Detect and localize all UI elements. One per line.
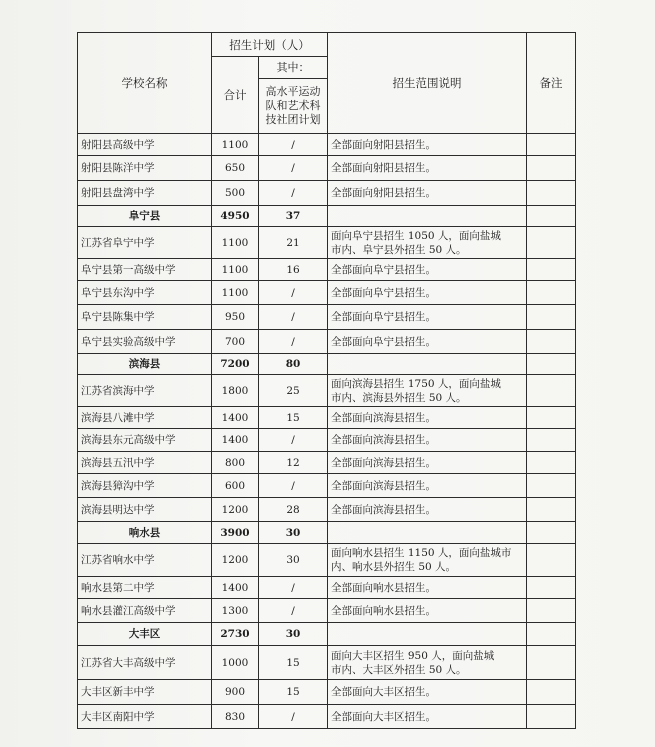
total-count: 800	[212, 452, 259, 474]
remark	[527, 522, 576, 544]
special-plan-count: 16	[259, 259, 328, 281]
enrollment-scope: 全部面向大丰区招生。	[328, 680, 527, 705]
remark	[527, 577, 576, 599]
special-plan-count: 15	[259, 407, 328, 429]
enrollment-scope: 全部面向射阳县招生。	[328, 134, 527, 156]
school-name: 江苏省阜宁中学	[78, 227, 212, 259]
total-count: 1200	[212, 498, 259, 522]
header-plan: 招生计划（人）	[212, 33, 328, 57]
special-plan-count: /	[259, 156, 328, 181]
special-plan-count: /	[259, 305, 328, 330]
school-row	[78, 544, 576, 577]
school-row	[78, 375, 576, 407]
special-plan-count: /	[259, 599, 328, 623]
remark	[527, 544, 576, 577]
total-count: 900	[212, 680, 259, 705]
enrollment-scope: 全部面向射阳县招生。	[328, 156, 527, 181]
special-plan-count: 80	[259, 354, 328, 375]
remark	[527, 259, 576, 281]
total-count: 1800	[212, 375, 259, 407]
special-plan-count: 21	[259, 227, 328, 259]
school-row	[78, 577, 576, 599]
remark	[527, 206, 576, 227]
special-plan-count: /	[259, 474, 328, 498]
enrollment-scope: 全部面向响水县招生。	[328, 599, 527, 623]
school-name: 阜宁县东沟中学	[78, 281, 212, 305]
enrollment-scope	[328, 522, 527, 544]
special-plan-count: /	[259, 181, 328, 206]
total-count: 950	[212, 305, 259, 330]
school-name: 滨海县八滩中学	[78, 407, 212, 429]
school-name: 射阳县高级中学	[78, 134, 212, 156]
special-plan-count: 30	[259, 623, 328, 646]
enrollment-scope: 面向阜宁县招生 1050 人，面向盐城 市内、阜宁县外招生 50 人。	[328, 227, 527, 259]
school-name: 响水县第二中学	[78, 577, 212, 599]
school-name: 射阳县盘湾中学	[78, 181, 212, 206]
special-plan-count: /	[259, 429, 328, 452]
county-subtotal-row	[78, 623, 576, 646]
school-row	[78, 474, 576, 498]
total-count: 1400	[212, 429, 259, 452]
total-count: 1100	[212, 134, 259, 156]
total-count: 1300	[212, 599, 259, 623]
school-row	[78, 680, 576, 705]
school-name: 滨海县明达中学	[78, 498, 212, 522]
enrollment-scope: 全部面向滨海县招生。	[328, 407, 527, 429]
header-total: 合计	[212, 57, 259, 134]
special-plan-count: 28	[259, 498, 328, 522]
total-count: 1100	[212, 259, 259, 281]
total-count: 1100	[212, 227, 259, 259]
school-row	[78, 452, 576, 474]
enrollment-scope: 全部面向阜宁县招生。	[328, 330, 527, 354]
remark	[527, 134, 576, 156]
special-plan-count: /	[259, 281, 328, 305]
total-count: 700	[212, 330, 259, 354]
header-scope: 招生范围说明	[328, 33, 527, 134]
enrollment-scope: 全部面向滨海县招生。	[328, 429, 527, 452]
school-name: 阜宁县实验高级中学	[78, 330, 212, 354]
special-plan-count: 30	[259, 522, 328, 544]
special-plan-count: 37	[259, 206, 328, 227]
remark	[527, 474, 576, 498]
remark	[527, 354, 576, 375]
remark	[527, 227, 576, 259]
school-name: 射阳县陈洋中学	[78, 156, 212, 181]
school-row	[78, 305, 576, 330]
total-count: 1400	[212, 407, 259, 429]
school-row	[78, 599, 576, 623]
remark	[527, 181, 576, 206]
school-row	[78, 498, 576, 522]
county-subtotal-row	[78, 354, 576, 375]
enrollment-scope: 全部面向射阳县招生。	[328, 181, 527, 206]
special-plan-count: /	[259, 705, 328, 729]
remark	[527, 407, 576, 429]
special-plan-count: 15	[259, 646, 328, 680]
remark	[527, 429, 576, 452]
enrollment-scope: 全部面向阜宁县招生。	[328, 259, 527, 281]
school-name: 大丰区新丰中学	[78, 680, 212, 705]
county-subtotal-row	[78, 522, 576, 544]
remark	[527, 498, 576, 522]
special-plan-count: /	[259, 134, 328, 156]
school-row	[78, 227, 576, 259]
school-row	[78, 407, 576, 429]
school-name: 江苏省大丰高级中学	[78, 646, 212, 680]
enrollment-scope: 面向响水县招生 1150 人，面向盐城市 内、响水县外招生 50 人。	[328, 544, 527, 577]
total-count: 1000	[212, 646, 259, 680]
header-special-plan: 高水平运动队和艺术科技社团计划	[259, 79, 328, 134]
enrollment-scope: 全部面向阜宁县招生。	[328, 305, 527, 330]
special-plan-count: 12	[259, 452, 328, 474]
header-remarks: 备注	[527, 33, 576, 134]
county-name: 阜宁县	[78, 206, 212, 227]
total-count: 3900	[212, 522, 259, 544]
header-of-which: 其中：	[259, 57, 328, 79]
special-plan-count: /	[259, 330, 328, 354]
total-count: 650	[212, 156, 259, 181]
remark	[527, 281, 576, 305]
school-row	[78, 156, 576, 181]
special-plan-count: 15	[259, 680, 328, 705]
school-name: 阜宁县第一高级中学	[78, 259, 212, 281]
total-count: 1100	[212, 281, 259, 305]
school-row	[78, 259, 576, 281]
total-count: 500	[212, 181, 259, 206]
total-count: 830	[212, 705, 259, 729]
school-name: 大丰区南阳中学	[78, 705, 212, 729]
total-count: 4950	[212, 206, 259, 227]
header-school-name: 学校名称	[78, 33, 212, 134]
school-row	[78, 705, 576, 729]
school-row	[78, 181, 576, 206]
county-name: 响水县	[78, 522, 212, 544]
school-name: 滨海县东元高级中学	[78, 429, 212, 452]
remark	[527, 452, 576, 474]
remark	[527, 156, 576, 181]
remark	[527, 330, 576, 354]
enrollment-scope: 面向大丰区招生 950 人，面向盐城 市内、大丰区外招生 50 人。	[328, 646, 527, 680]
school-name: 滨海县五汛中学	[78, 452, 212, 474]
remark	[527, 305, 576, 330]
school-name: 江苏省滨海中学	[78, 375, 212, 407]
total-count: 7200	[212, 354, 259, 375]
special-plan-count: 25	[259, 375, 328, 407]
school-name: 江苏省响水中学	[78, 544, 212, 577]
enrollment-scope	[328, 354, 527, 375]
enrollment-scope	[328, 623, 527, 646]
remark	[527, 680, 576, 705]
school-row	[78, 134, 576, 156]
total-count: 1400	[212, 577, 259, 599]
remark	[527, 599, 576, 623]
school-name: 响水县灌江高级中学	[78, 599, 212, 623]
school-name: 滨海县獐沟中学	[78, 474, 212, 498]
remark	[527, 705, 576, 729]
county-subtotal-row	[78, 206, 576, 227]
special-plan-count: /	[259, 577, 328, 599]
remark	[527, 623, 576, 646]
enrollment-scope: 全部面向大丰区招生。	[328, 705, 527, 729]
enrollment-scope: 面向滨海县招生 1750 人，面向盐城 市内、滨海县外招生 50 人。	[328, 375, 527, 407]
enrollment-scope: 全部面向响水县招生。	[328, 577, 527, 599]
school-name: 阜宁县陈集中学	[78, 305, 212, 330]
total-count: 1200	[212, 544, 259, 577]
total-count: 600	[212, 474, 259, 498]
school-row	[78, 429, 576, 452]
enrollment-scope	[328, 206, 527, 227]
county-name: 大丰区	[78, 623, 212, 646]
school-row	[78, 646, 576, 680]
enrollment-scope: 全部面向滨海县招生。	[328, 498, 527, 522]
enrollment-scope: 全部面向滨海县招生。	[328, 452, 527, 474]
school-row	[78, 330, 576, 354]
total-count: 2730	[212, 623, 259, 646]
county-name: 滨海县	[78, 354, 212, 375]
remark	[527, 646, 576, 680]
enrollment-scope: 全部面向阜宁县招生。	[328, 281, 527, 305]
remark	[527, 375, 576, 407]
enrollment-scope: 全部面向滨海县招生。	[328, 474, 527, 498]
special-plan-count: 30	[259, 544, 328, 577]
school-row	[78, 281, 576, 305]
enrollment-plan-table	[77, 32, 576, 729]
